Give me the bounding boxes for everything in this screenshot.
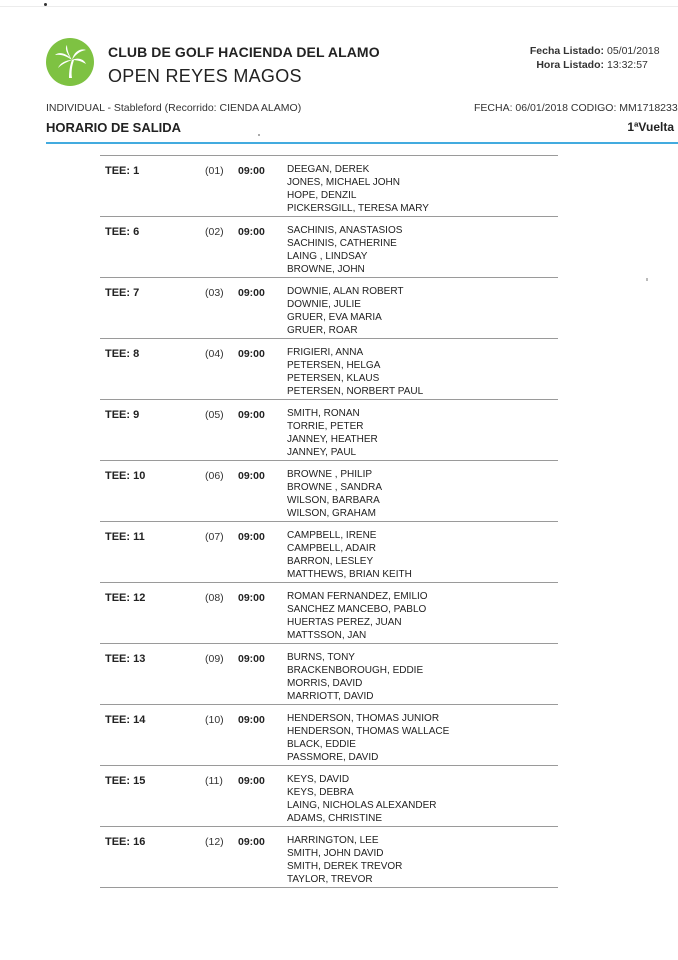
player-name: CAMPBELL, ADAIR	[287, 543, 376, 554]
player-name: HOPE, DENZIL	[287, 190, 357, 201]
player-list	[287, 651, 423, 703]
player-name: BROWNE , PHILIP	[287, 469, 373, 480]
tee-label: TEE: 6	[105, 226, 140, 238]
tee-group-row	[100, 400, 558, 461]
player-name: BRACKENBOROUGH, EDDIE	[287, 665, 424, 676]
player-list	[287, 285, 404, 337]
start-time: 09:00	[238, 714, 265, 726]
top-border	[0, 6, 678, 7]
player-name: DOWNIE, JULIE	[287, 299, 361, 310]
tee-label: TEE: 7	[105, 287, 140, 299]
tee-group-row	[100, 827, 558, 888]
tee-group-row	[100, 339, 558, 400]
player-name: PETERSEN, KLAUS	[287, 373, 380, 384]
group-number: (03)	[205, 287, 224, 299]
player-list	[287, 468, 382, 520]
player-name: HENDERSON, THOMAS JUNIOR	[287, 713, 440, 724]
player-list	[287, 346, 423, 398]
player-name: DOWNIE, ALAN ROBERT	[287, 286, 404, 297]
start-time: 09:00	[238, 775, 265, 787]
header-divider	[46, 142, 678, 144]
hora-listado-value: 13:32:57	[607, 59, 648, 71]
player-name: BROWNE , SANDRA	[287, 482, 383, 493]
group-number: (12)	[205, 836, 224, 848]
player-name: BLACK, EDDIE	[287, 739, 356, 750]
player-name: WILSON, BARBARA	[287, 495, 380, 506]
group-number: (05)	[205, 409, 224, 421]
tee-label: TEE: 13	[105, 653, 146, 665]
player-name: SANCHEZ MANCEBO, PABLO	[287, 604, 427, 615]
player-list	[287, 224, 402, 276]
group-number: (07)	[205, 531, 224, 543]
tee-label: TEE: 11	[105, 531, 145, 543]
player-name: FRIGIERI, ANNA	[287, 347, 364, 358]
start-time: 09:00	[238, 653, 265, 665]
player-list	[287, 590, 428, 642]
fecha-listado-row	[488, 44, 660, 58]
tee-group-row	[100, 156, 558, 217]
start-time: 09:00	[238, 226, 265, 238]
section-title: HORARIO DE SALIDA	[46, 120, 182, 135]
group-number: (08)	[205, 592, 224, 604]
player-list	[287, 529, 412, 581]
player-list	[287, 834, 402, 886]
player-name: JANNEY, PAUL	[287, 447, 357, 458]
tee-group-row	[100, 644, 558, 705]
player-name: MORRIS, DAVID	[287, 678, 363, 689]
round-label: 1ªVuelta	[627, 120, 674, 134]
start-time: 09:00	[238, 165, 265, 177]
player-name: GRUER, EVA MARIA	[287, 312, 382, 323]
competition-format: INDIVIDUAL - Stableford (Recorrido: CIENDA ALAMO)	[46, 102, 302, 114]
player-name: CAMPBELL, IRENE	[287, 530, 377, 541]
group-number: (06)	[205, 470, 224, 482]
player-name: TORRIE, PETER	[287, 421, 364, 432]
fecha-listado-value: 05/01/2018	[607, 45, 660, 57]
tee-label: TEE: 14	[105, 714, 146, 726]
tee-label: TEE: 16	[105, 836, 146, 848]
fecha-listado-label: Fecha Listado:	[529, 45, 604, 57]
player-list	[287, 163, 429, 215]
tee-label: TEE: 8	[105, 348, 140, 360]
group-number: (01)	[205, 165, 224, 177]
tee-label: TEE: 12	[105, 592, 146, 604]
group-number: (09)	[205, 653, 224, 665]
scan-speck	[646, 278, 648, 281]
player-name: SACHINIS, ANASTASIOS	[287, 225, 403, 236]
start-time: 09:00	[238, 592, 265, 604]
player-name: LAING, NICHOLAS ALEXANDER	[287, 800, 437, 811]
player-name: PETERSEN, NORBERT PAUL	[287, 386, 424, 397]
player-name: LAING , LINDSAY	[287, 251, 368, 262]
player-list	[287, 407, 378, 459]
tee-label: TEE: 9	[105, 409, 140, 421]
group-number: (02)	[205, 226, 224, 238]
player-name: WILSON, GRAHAM	[287, 508, 376, 519]
player-name: PETERSEN, HELGA	[287, 360, 381, 371]
player-name: KEYS, DEBRA	[287, 787, 354, 798]
player-name: SMITH, RONAN	[287, 408, 360, 419]
player-name: PICKERSGILL, TERESA MARY	[287, 203, 429, 214]
start-time: 09:00	[238, 409, 265, 421]
player-name: SMITH, JOHN DAVID	[287, 848, 384, 859]
player-name: MATTHEWS, BRIAN KEITH	[287, 569, 412, 580]
tee-group-row	[100, 278, 558, 339]
player-name: SMITH, DEREK TREVOR	[287, 861, 403, 872]
club-logo	[46, 38, 94, 86]
player-name: TAYLOR, TREVOR	[287, 874, 373, 885]
start-time: 09:00	[238, 836, 265, 848]
player-name: BARRON, LESLEY	[287, 556, 374, 567]
player-name: MATTSSON, JAN	[287, 630, 367, 641]
player-name: JANNEY, HEATHER	[287, 434, 378, 445]
tee-label: TEE: 15	[105, 775, 146, 787]
listing-meta	[488, 44, 660, 72]
tee-group-row	[100, 522, 558, 583]
scan-speck	[258, 134, 260, 136]
player-name: HUERTAS PEREZ, JUAN	[287, 617, 402, 628]
player-name: GRUER, ROAR	[287, 325, 358, 336]
player-list	[287, 712, 449, 764]
player-name: HENDERSON, THOMAS WALLACE	[287, 726, 450, 737]
start-time: 09:00	[238, 287, 265, 299]
player-name: KEYS, DAVID	[287, 774, 350, 785]
player-name: DEEGAN, DEREK	[287, 164, 370, 175]
start-time: 09:00	[238, 470, 265, 482]
club-name: CLUB DE GOLF HACIENDA DEL ALAMO	[108, 44, 380, 60]
start-time: 09:00	[238, 348, 265, 360]
group-number: (11)	[205, 775, 223, 787]
group-number: (04)	[205, 348, 224, 360]
tee-group-row	[100, 705, 558, 766]
date-code: FECHA: 06/01/2018 CODIGO: MM1718233	[474, 102, 678, 114]
player-name: MARRIOTT, DAVID	[287, 691, 374, 702]
tee-label: TEE: 10	[105, 470, 146, 482]
event-name: OPEN REYES MAGOS	[108, 66, 302, 86]
player-name: ROMAN FERNANDEZ, EMILIO	[287, 591, 428, 602]
group-number: (10)	[205, 714, 224, 726]
player-name: JONES, MICHAEL JOHN	[287, 177, 400, 188]
tee-group-row	[100, 217, 558, 278]
palm-tree-icon	[46, 38, 94, 86]
player-name: BROWNE, JOHN	[287, 264, 365, 275]
player-name: PASSMORE, DAVID	[287, 752, 379, 763]
tee-label: TEE: 1	[105, 165, 140, 177]
scan-dot	[44, 3, 47, 6]
start-time: 09:00	[238, 531, 265, 543]
hora-listado-row	[488, 58, 660, 72]
player-name: BURNS, TONY	[287, 652, 355, 663]
hora-listado-label: Hora Listado:	[536, 59, 604, 71]
tee-group-row	[100, 461, 558, 522]
player-name: SACHINIS, CATHERINE	[287, 238, 397, 249]
player-name: ADAMS, CHRISTINE	[287, 813, 383, 824]
player-name: HARRINGTON, LEE	[287, 835, 379, 846]
tee-group-row	[100, 583, 558, 644]
tee-group-row	[100, 766, 558, 827]
player-list	[287, 773, 437, 825]
